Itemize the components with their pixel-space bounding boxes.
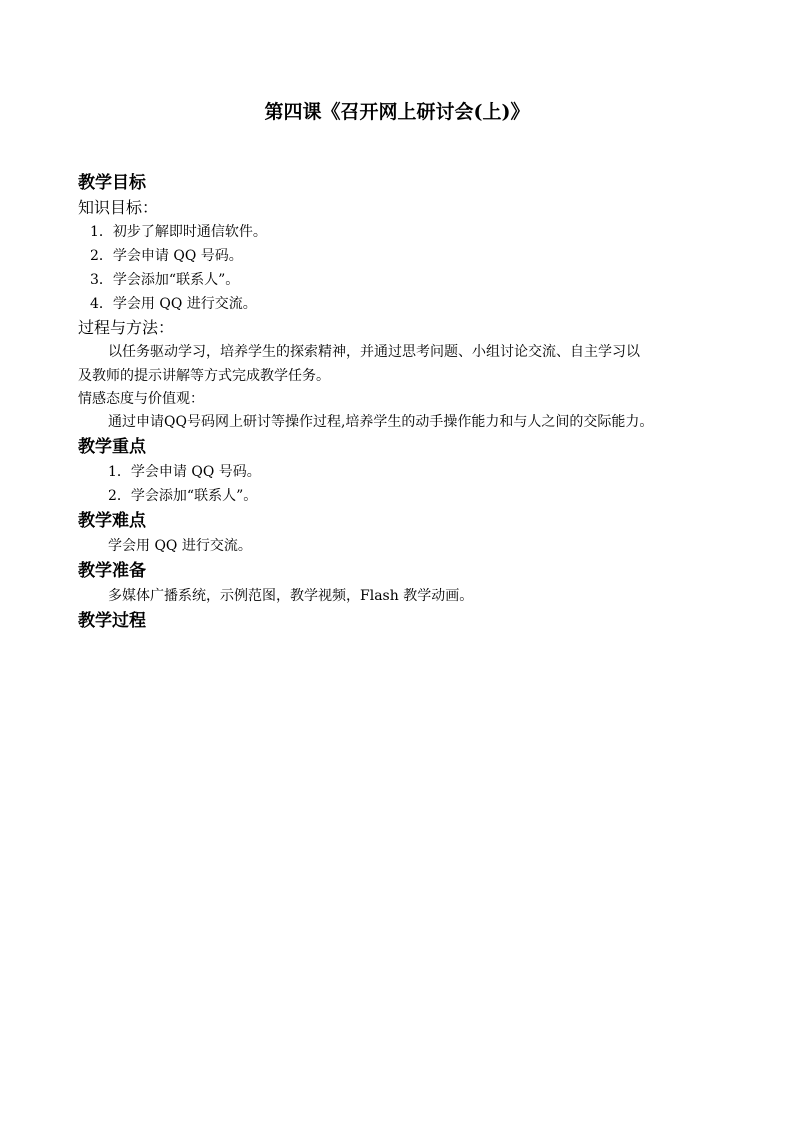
knowledge-item: 4．学会用 QQ 进行交流。 bbox=[90, 296, 257, 312]
emotion-values-label: 情感态度与价值观： bbox=[78, 391, 204, 407]
key-point-item: 1．学会申请 QQ 号码。 bbox=[108, 464, 261, 480]
procedure-heading: 教学过程 bbox=[78, 611, 146, 631]
process-method-line-2: 及教师的提示讲解等方式完成教学任务。 bbox=[78, 368, 330, 384]
preparation-text: 多媒体广播系统，示例范图，教学视频，Flash 教学动画。 bbox=[108, 588, 474, 604]
key-point-item: 2．学会添加“联系人”。 bbox=[108, 488, 258, 504]
knowledge-item: 3．学会添加“联系人”。 bbox=[90, 272, 240, 288]
key-points-heading: 教学重点 bbox=[78, 437, 146, 457]
process-method-label: 过程与方法： bbox=[78, 318, 175, 337]
lesson-title: 第四课《召开网上研讨会(上)》 bbox=[264, 101, 530, 123]
difficulties-heading: 教学难点 bbox=[78, 511, 146, 531]
knowledge-item: 1．初步了解即时通信软件。 bbox=[90, 224, 267, 240]
process-method-line-1: 以任务驱动学习，培养学生的探索精神，并通过思考问题、小组讨论交流、自主学习以 bbox=[108, 344, 640, 360]
lesson-content bbox=[78, 170, 728, 634]
process-method-paragraph bbox=[78, 340, 728, 388]
knowledge-item: 2．学会申请 QQ 号码。 bbox=[90, 248, 243, 264]
preparation-heading: 教学准备 bbox=[78, 561, 146, 581]
teaching-goals-heading: 教学目标 bbox=[78, 173, 146, 193]
emotion-values-text: 通过申请QQ号码网上研讨等操作过程,培养学生的动手操作能力和与人之间的交际能力。 bbox=[108, 414, 654, 430]
difficulties-text: 学会用 QQ 进行交流。 bbox=[108, 538, 252, 554]
knowledge-goals-label: 知识目标： bbox=[78, 198, 159, 217]
